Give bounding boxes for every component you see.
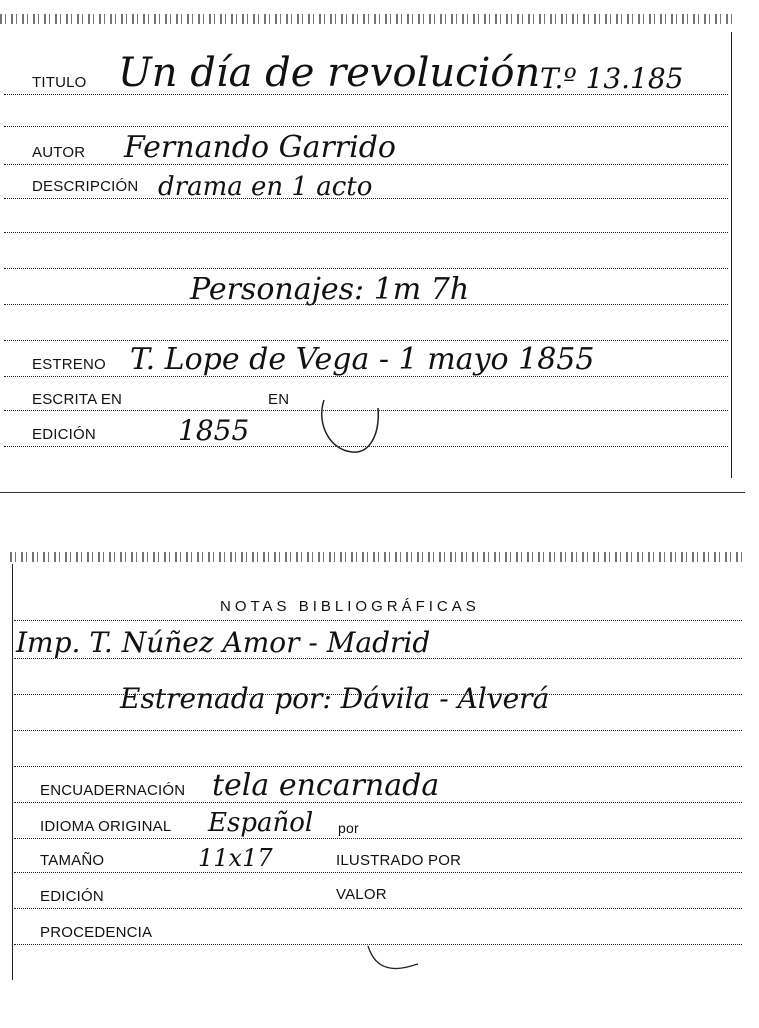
description-label: DESCRIPCIÓN bbox=[32, 178, 139, 195]
catalog-card-top bbox=[0, 14, 735, 492]
language-handwritten: Español bbox=[208, 808, 314, 838]
blank-rule bbox=[4, 232, 728, 233]
in-label: EN bbox=[268, 391, 290, 408]
binding-rule bbox=[14, 802, 742, 803]
description-rule bbox=[4, 198, 728, 199]
card-left-edge bbox=[12, 564, 13, 980]
card-right-edge bbox=[731, 32, 732, 478]
title-handwritten: Un día de revolución bbox=[118, 50, 541, 96]
by-label: por bbox=[338, 820, 359, 836]
premiere-label: ESTRENO bbox=[32, 356, 106, 373]
heading-rule bbox=[14, 620, 742, 621]
provenance-label: PROCEDENCIA bbox=[40, 924, 153, 941]
pen-scribble-mark bbox=[316, 394, 386, 458]
notes-line-1-handwritten: Imp. T. Núñez Amor - Madrid bbox=[16, 626, 431, 659]
language-label: IDIOMA ORIGINAL bbox=[40, 818, 172, 835]
size-rule bbox=[14, 872, 742, 873]
edition-label: EDICIÓN bbox=[32, 426, 96, 443]
premiere-handwritten: T. Lope de Vega - 1 mayo 1855 bbox=[130, 342, 595, 377]
card-bottom-edge bbox=[10, 552, 746, 562]
written-in-label: ESCRITA EN bbox=[32, 391, 123, 408]
edition-rule bbox=[14, 908, 742, 909]
blank-rule bbox=[4, 268, 728, 269]
edition-handwritten: 1855 bbox=[178, 414, 250, 447]
size-label: TAMAÑO bbox=[40, 852, 105, 869]
notes-line-2-handwritten: Estrenada por: Dávila - Alverá bbox=[120, 682, 550, 715]
title-label: TITULO bbox=[32, 74, 87, 91]
premiere-rule bbox=[4, 376, 728, 377]
notes-rule bbox=[14, 694, 742, 695]
notes-rule bbox=[14, 658, 742, 659]
size-handwritten: 11x17 bbox=[198, 844, 273, 872]
author-handwritten: Fernando Garrido bbox=[124, 130, 396, 165]
card-top-edge bbox=[0, 14, 735, 24]
author-rule bbox=[4, 164, 728, 165]
binding-label: ENCUADERNACIÓN bbox=[40, 782, 186, 799]
title-rule bbox=[4, 94, 728, 95]
edition-label: EDICIÓN bbox=[40, 888, 104, 905]
language-rule bbox=[14, 838, 742, 839]
blank-rule bbox=[4, 126, 728, 127]
notes-rule bbox=[14, 766, 742, 767]
blank-rule bbox=[4, 304, 728, 305]
characters-note-handwritten: Personajes: 1m 7h bbox=[190, 272, 470, 307]
value-label: VALOR bbox=[336, 886, 387, 903]
notes-rule bbox=[14, 730, 742, 731]
catalog-number-handwritten: T.º 13.185 bbox=[540, 62, 684, 95]
blank-rule bbox=[4, 340, 728, 341]
section-heading: NOTAS BIBLIOGRÁFICAS bbox=[220, 598, 480, 615]
binding-handwritten: tela encarnada bbox=[212, 768, 440, 803]
pen-tick-mark bbox=[366, 944, 426, 974]
card-divider bbox=[0, 492, 745, 493]
author-label: AUTOR bbox=[32, 144, 86, 161]
illustrated-by-label: ILUSTRADO POR bbox=[336, 852, 462, 869]
catalog-card-bottom bbox=[10, 552, 746, 992]
description-handwritten: drama en 1 acto bbox=[158, 172, 373, 202]
